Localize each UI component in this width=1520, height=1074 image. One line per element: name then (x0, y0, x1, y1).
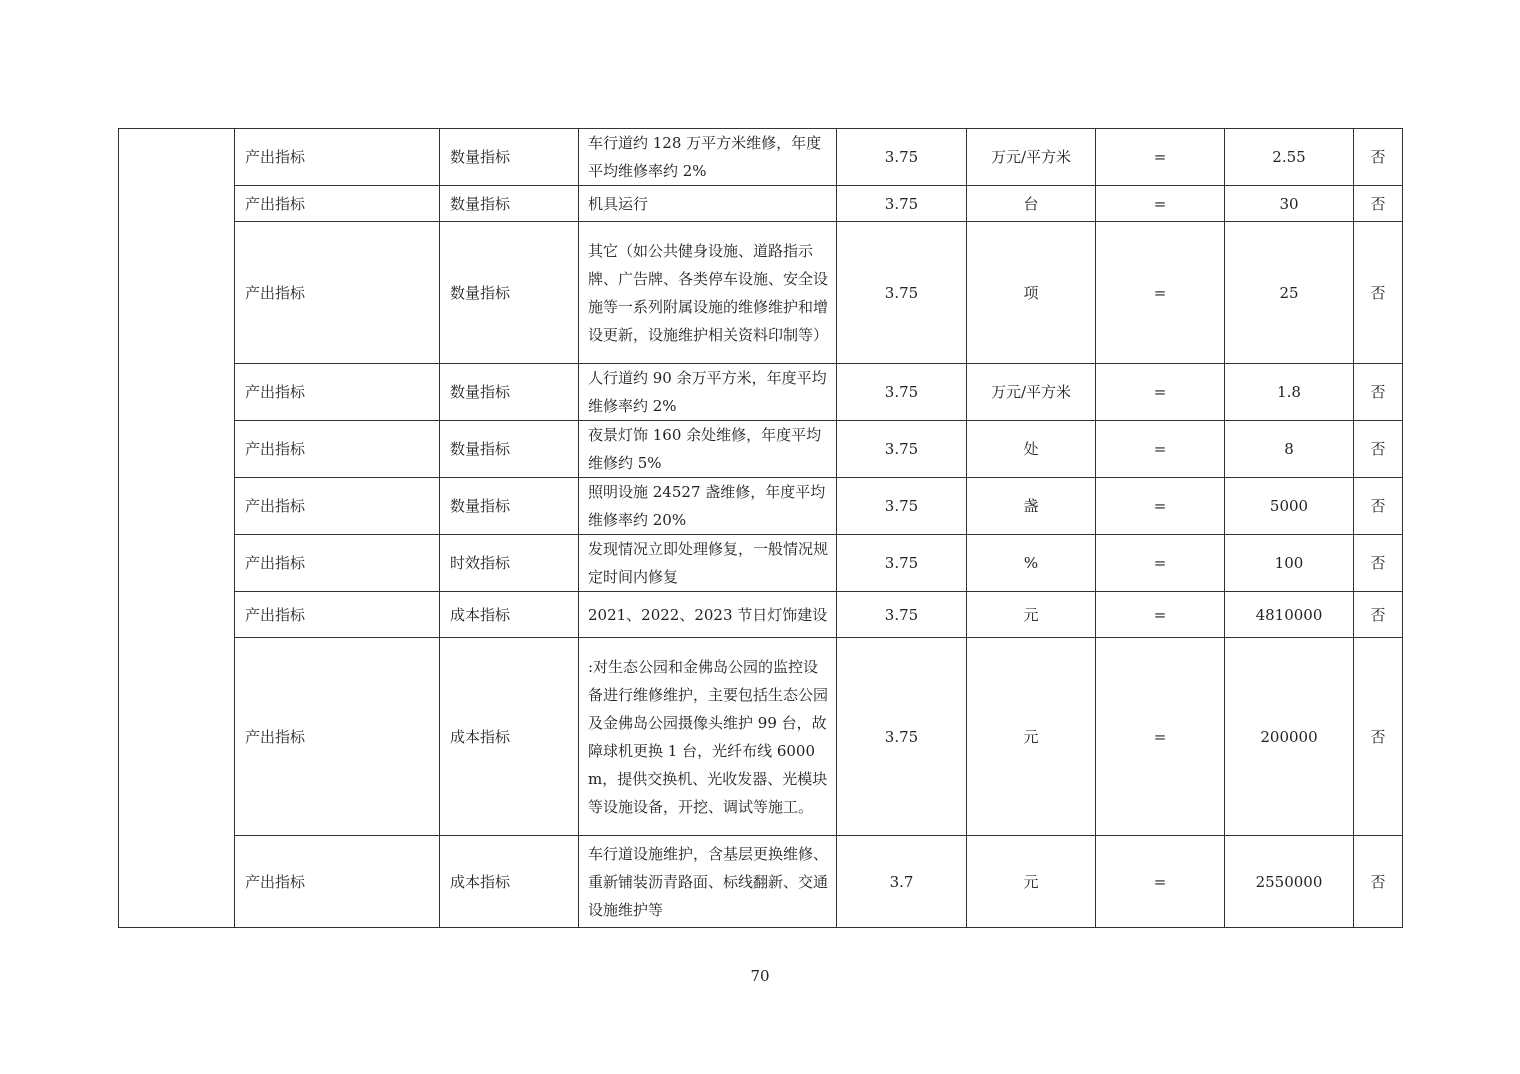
target-value-cell: 2550000 (1225, 836, 1354, 928)
category-cell: 产出指标 (235, 364, 440, 421)
target-value-cell: 4810000 (1225, 592, 1354, 638)
subcategory-cell: 数量指标 (440, 421, 579, 478)
subcategory-cell: 数量指标 (440, 478, 579, 535)
operator-cell: = (1096, 186, 1225, 222)
category-cell: 产出指标 (235, 222, 440, 364)
operator-cell: = (1096, 364, 1225, 421)
table-row (119, 836, 1403, 928)
table-row (119, 421, 1403, 478)
category-cell: 产出指标 (235, 186, 440, 222)
unit-cell: 盏 (967, 478, 1096, 535)
category-cell: 产出指标 (235, 592, 440, 638)
subcategory-cell: 数量指标 (440, 222, 579, 364)
unit-cell: 万元/平方米 (967, 129, 1096, 186)
merged-blank-cell (119, 129, 235, 928)
target-value-cell: 30 (1225, 186, 1354, 222)
operator-cell: = (1096, 129, 1225, 186)
category-cell: 产出指标 (235, 129, 440, 186)
unit-cell: 台 (967, 186, 1096, 222)
page-number: 70 (750, 967, 770, 985)
description-cell: 发现情况立即处理修复，一般情况规定时间内修复 (579, 535, 837, 592)
target-value-cell: 200000 (1225, 638, 1354, 836)
table-row (119, 222, 1403, 364)
subcategory-cell: 时效指标 (440, 535, 579, 592)
operator-cell: = (1096, 638, 1225, 836)
table-row (119, 364, 1403, 421)
category-cell: 产出指标 (235, 638, 440, 836)
operator-cell: = (1096, 222, 1225, 364)
category-cell: 产出指标 (235, 836, 440, 928)
table-row (119, 592, 1403, 638)
operator-cell: = (1096, 592, 1225, 638)
subcategory-cell: 数量指标 (440, 129, 579, 186)
weight-cell: 3.75 (837, 421, 967, 478)
description-cell: 其它（如公共健身设施、道路指示牌、广告牌、各类停车设施、安全设施等一系列附属设施的维修维护和增设更新，设施维护相关资料印制等） (579, 222, 837, 364)
description-cell: 车行道设施维护，含基层更换维修、重新铺装沥青路面、标线翻新、交通设施维护等 (579, 836, 837, 928)
table-row (119, 638, 1403, 836)
subcategory-cell: 成本指标 (440, 836, 579, 928)
flag-cell: 否 (1354, 186, 1403, 222)
flag-cell: 否 (1354, 478, 1403, 535)
description-cell: 车行道约 128 万平方米维修，年度平均维修率约 2% (579, 129, 837, 186)
table-row (119, 186, 1403, 222)
flag-cell: 否 (1354, 592, 1403, 638)
subcategory-cell: 数量指标 (440, 364, 579, 421)
unit-cell: 元 (967, 638, 1096, 836)
target-value-cell: 1.8 (1225, 364, 1354, 421)
flag-cell: 否 (1354, 222, 1403, 364)
weight-cell: 3.75 (837, 535, 967, 592)
flag-cell: 否 (1354, 129, 1403, 186)
subcategory-cell: 成本指标 (440, 592, 579, 638)
indicator-table (118, 128, 1403, 928)
flag-cell: 否 (1354, 638, 1403, 836)
category-cell: 产出指标 (235, 478, 440, 535)
unit-cell: 元 (967, 836, 1096, 928)
weight-cell: 3.75 (837, 186, 967, 222)
category-cell: 产出指标 (235, 421, 440, 478)
description-cell: 机具运行 (579, 186, 837, 222)
weight-cell: 3.75 (837, 592, 967, 638)
flag-cell: 否 (1354, 364, 1403, 421)
flag-cell: 否 (1354, 535, 1403, 592)
unit-cell: 万元/平方米 (967, 364, 1096, 421)
description-cell: 人行道约 90 余万平方米，年度平均维修率约 2% (579, 364, 837, 421)
description-cell: 照明设施 24527 盏维修，年度平均维修率约 20% (579, 478, 837, 535)
operator-cell: = (1096, 421, 1225, 478)
target-value-cell: 25 (1225, 222, 1354, 364)
subcategory-cell: 成本指标 (440, 638, 579, 836)
description-cell: 夜景灯饰 160 余处维修，年度平均维修约 5% (579, 421, 837, 478)
weight-cell: 3.7 (837, 836, 967, 928)
weight-cell: 3.75 (837, 222, 967, 364)
target-value-cell: 2.55 (1225, 129, 1354, 186)
operator-cell: = (1096, 836, 1225, 928)
weight-cell: 3.75 (837, 364, 967, 421)
subcategory-cell: 数量指标 (440, 186, 579, 222)
description-cell: 2021、2022、2023 节日灯饰建设 (579, 592, 837, 638)
table-row (119, 478, 1403, 535)
flag-cell: 否 (1354, 421, 1403, 478)
operator-cell: = (1096, 535, 1225, 592)
weight-cell: 3.75 (837, 478, 967, 535)
weight-cell: 3.75 (837, 638, 967, 836)
unit-cell: % (967, 535, 1096, 592)
category-cell: 产出指标 (235, 535, 440, 592)
unit-cell: 项 (967, 222, 1096, 364)
description-cell: :对生态公园和金佛岛公园的监控设备进行维修维护，主要包括生态公园及金佛岛公园摄像头维护 99 台，故障球机更换 1 台，光纤布线 6000m，提供交换机、光收发器、光模块等设施设备，开挖、调试等施工。 (579, 638, 837, 836)
target-value-cell: 5000 (1225, 478, 1354, 535)
flag-cell: 否 (1354, 836, 1403, 928)
operator-cell: = (1096, 478, 1225, 535)
target-value-cell: 8 (1225, 421, 1354, 478)
unit-cell: 处 (967, 421, 1096, 478)
table-row (119, 535, 1403, 592)
target-value-cell: 100 (1225, 535, 1354, 592)
weight-cell: 3.75 (837, 129, 967, 186)
table-row (119, 129, 1403, 186)
unit-cell: 元 (967, 592, 1096, 638)
